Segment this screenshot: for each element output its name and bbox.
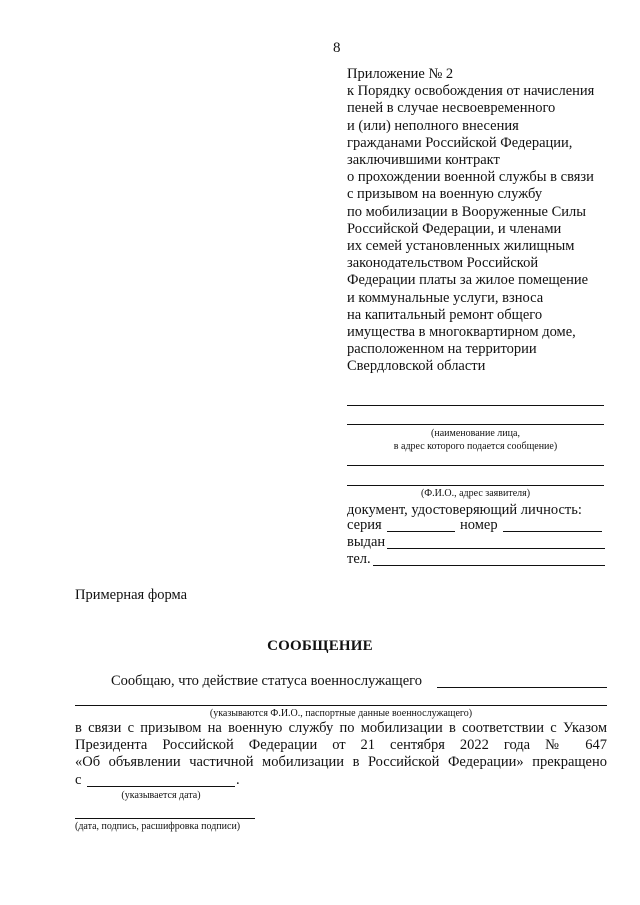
recipient-line-2[interactable] xyxy=(347,424,604,425)
appendix-line: их семей установленных жилищным xyxy=(347,238,575,255)
applicant-line-1[interactable] xyxy=(347,465,604,466)
appendix-line: к Порядку освобождения от начисления xyxy=(347,83,595,100)
appendix-line: Приложение № 2 xyxy=(347,66,454,82)
phone-field[interactable] xyxy=(373,565,605,566)
series-label: серия xyxy=(347,517,382,533)
issued-field[interactable] xyxy=(387,548,605,549)
body-paragraph-line: в связи с призывом на военную службу по мобилизации в соответствии с Указом xyxy=(75,720,607,736)
appendix-line: законодательством Российской xyxy=(347,255,539,272)
fio-caption: (указываются Ф.И.О., паспортные данные военнослужащего) xyxy=(209,708,473,719)
body-line-1: Сообщаю, что действие статуса военнослужащего xyxy=(111,673,422,689)
series-field[interactable] xyxy=(387,531,455,532)
appendix-line: на капитальный ремонт общего xyxy=(347,306,543,323)
appendix-line: и коммунальные услуги, взноса xyxy=(347,289,544,306)
body-paragraph-line: Президента Российской Федерации от 21 сентября 2022 года № 647 xyxy=(75,737,607,753)
applicant-caption: (Ф.И.О., адрес заявителя) xyxy=(420,488,531,499)
appendix-line: имущества в многоквартирном доме, xyxy=(347,324,576,341)
issued-label: выдан xyxy=(347,534,386,550)
serviceman-field-1[interactable] xyxy=(437,687,607,688)
date-suffix: . xyxy=(236,772,240,788)
applicant-line-2[interactable] xyxy=(347,485,604,486)
body-paragraph xyxy=(75,720,607,771)
appendix-line: с призывом на военную службу xyxy=(347,186,543,203)
appendix-line: расположенном на территории xyxy=(347,341,537,358)
appendix-header xyxy=(347,66,617,376)
appendix-line: о прохождении военной службы в связи xyxy=(347,169,594,186)
number-label: номер xyxy=(460,517,498,533)
appendix-line: по мобилизации в Вооруженные Силы xyxy=(347,203,587,220)
serviceman-field-2[interactable] xyxy=(75,705,607,706)
date-field[interactable] xyxy=(87,786,235,787)
recipient-caption-line: в адрес которого подается сообщение) xyxy=(393,441,558,452)
recipient-caption-line: (наименование лица, xyxy=(431,428,520,439)
phone-label: тел. xyxy=(347,551,371,567)
appendix-line: Свердловской области xyxy=(347,358,486,375)
date-caption: (указывается дата) xyxy=(121,790,201,801)
appendix-line: пеней в случае несвоевременного xyxy=(347,100,556,117)
appendix-line: Федерации платы за жилое помещение xyxy=(347,272,589,289)
form-note: Примерная форма xyxy=(75,587,188,603)
date-prefix: с xyxy=(75,772,82,788)
appendix-line: заключившими контракт xyxy=(347,152,500,169)
document-title: СООБЩЕНИЕ xyxy=(267,638,373,654)
signature-caption: (дата, подпись, расшифровка подписи) xyxy=(75,821,241,832)
page-number: 8 xyxy=(333,40,341,56)
recipient-line-1[interactable] xyxy=(347,405,604,406)
appendix-line: Российской Федерации, и членами xyxy=(347,220,562,237)
id-document-label: документ, удостоверяющий личность: xyxy=(347,502,582,518)
number-field[interactable] xyxy=(503,531,602,532)
appendix-line: и (или) неполного внесения xyxy=(347,117,519,134)
body-paragraph-line: «Об объявлении частичной мобилизации в Российской Федерации» прекращено xyxy=(75,754,607,770)
signature-field[interactable] xyxy=(75,818,255,819)
recipient-caption xyxy=(347,427,604,453)
appendix-line: гражданами Российской Федерации, xyxy=(347,134,573,151)
